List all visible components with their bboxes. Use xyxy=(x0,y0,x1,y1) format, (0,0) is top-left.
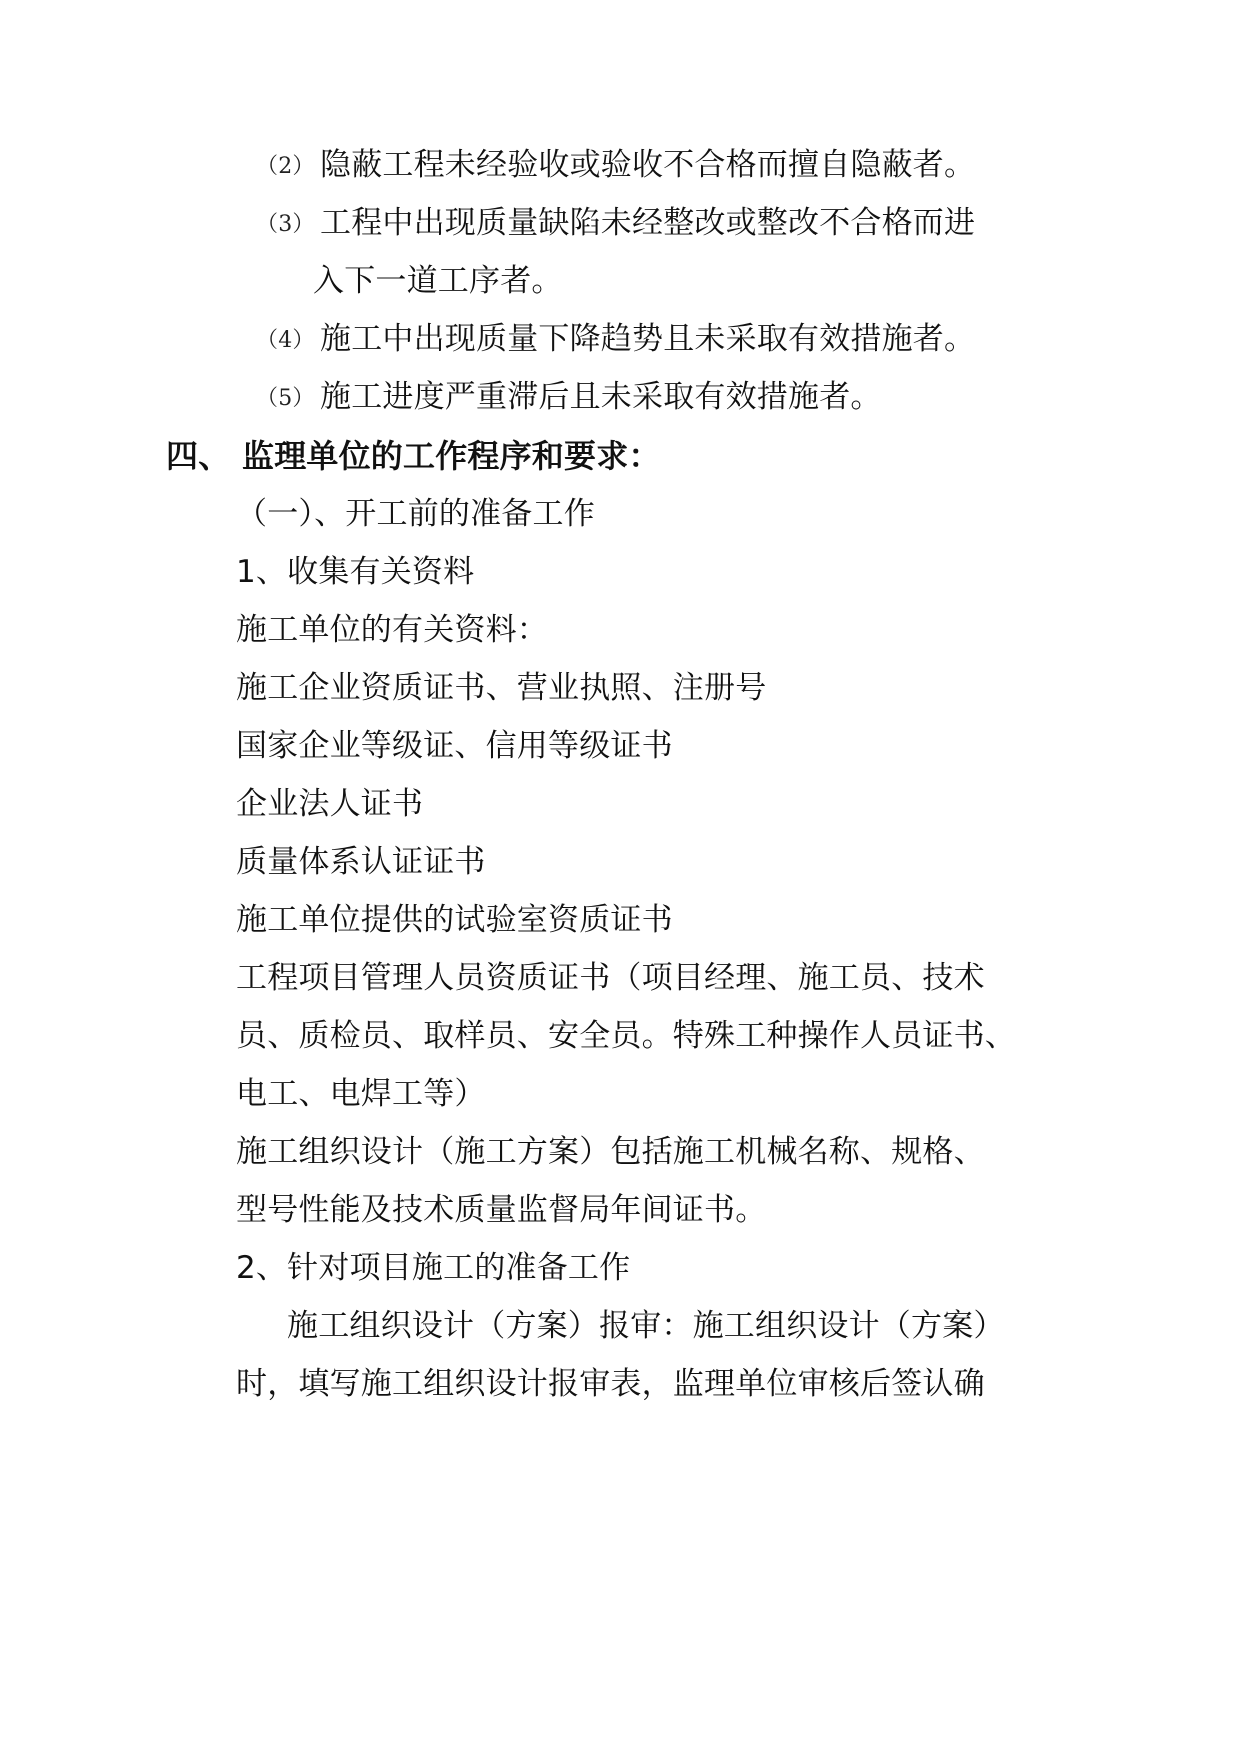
list-text: 隐蔽工程未经验收或验收不合格而擅自隐蔽者。 xyxy=(320,147,976,183)
doc-line: 施工企业资质证书、营业执照、注册号 xyxy=(236,670,767,706)
doc-line: 质量体系认证证书 xyxy=(236,844,486,880)
list-text: 施工中出现质量下降趋势且未采取有效措施者。 xyxy=(320,321,976,357)
personnel-line: 电工、电焊工等） xyxy=(236,1076,486,1112)
list-marker: （2） xyxy=(256,154,315,179)
list-text-continued: 入下一道工序者。 xyxy=(313,263,563,299)
list-marker: （5） xyxy=(256,386,315,411)
item-title: 1、收集有关资料 xyxy=(236,554,475,590)
item-intro: 施工单位的有关资料： xyxy=(236,612,548,648)
list-marker: （3） xyxy=(256,212,315,237)
list-item xyxy=(256,377,882,419)
section-heading xyxy=(166,436,661,476)
list-item xyxy=(256,203,975,245)
item-title: 2、针对项目施工的准备工作 xyxy=(236,1250,631,1286)
section-number: 四、 xyxy=(166,437,231,475)
design-line: 型号性能及技术质量监督局年间证书。 xyxy=(236,1192,767,1228)
subsection-title: （一）、开工前的准备工作 xyxy=(236,496,595,532)
paragraph-line: 时，填写施工组织设计报审表，监理单位审核后签认确 xyxy=(236,1366,985,1402)
list-marker: （4） xyxy=(256,328,315,353)
personnel-line: 工程项目管理人员资质证书（项目经理、施工员、技术 xyxy=(236,960,985,996)
paragraph-line: 施工组织设计（方案）报审：施工组织设计（方案） xyxy=(287,1308,1005,1344)
doc-line: 施工单位提供的试验室资质证书 xyxy=(236,902,673,938)
section-title: 监理单位的工作程序和要求： xyxy=(242,437,661,475)
personnel-line: 员、质检员、取样员、安全员。特殊工种操作人员证书、 xyxy=(236,1018,1016,1054)
list-text: 施工进度严重滞后且未采取有效措施者。 xyxy=(320,379,882,415)
list-item xyxy=(256,319,975,361)
doc-line: 国家企业等级证、信用等级证书 xyxy=(236,728,673,764)
list-item xyxy=(256,145,975,187)
list-text: 工程中出现质量缺陷未经整改或整改不合格而进 xyxy=(320,205,976,241)
doc-line: 企业法人证书 xyxy=(236,786,424,822)
design-line: 施工组织设计（施工方案）包括施工机械名称、规格、 xyxy=(236,1134,985,1170)
